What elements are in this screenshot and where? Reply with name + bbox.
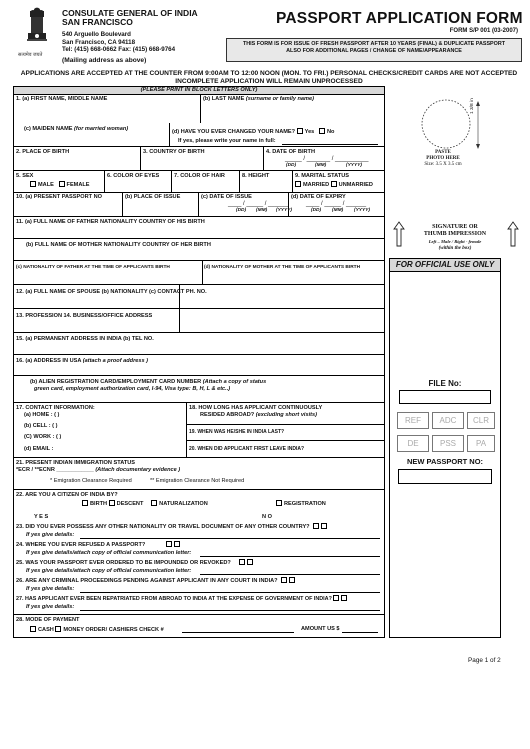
spouse-label: 12. (a) FULL NAME OF SPOUSE (b) NATIONALITY (c) CONTACT PH. NO. (16, 289, 207, 295)
alien-card-hint: green card, employment authorization card, I-94, Visa type: B, H, L & etc..) (34, 386, 231, 392)
q25-details-field[interactable] (200, 574, 380, 575)
amount-field[interactable] (342, 632, 378, 633)
marital-options: MARRIED UNMARRIED (295, 181, 373, 188)
home-phone-label[interactable]: (a) HOME : ( ) (24, 412, 60, 418)
immigration-status-label: 21. PRESENT INDIAN IMMIGRATION STATUS (16, 460, 136, 466)
q24-details-field[interactable] (200, 556, 380, 557)
clr-box[interactable]: CLR (467, 412, 495, 429)
q24-yes-box[interactable] (166, 541, 172, 547)
new-passport-no-label: NEW PASSPORT NO: (406, 457, 484, 466)
eye-color-label: 6. COLOR OF EYES (107, 173, 160, 179)
ref-box[interactable]: REF (397, 412, 429, 429)
q25-yes-box[interactable] (239, 559, 245, 565)
contact-info-label: 17. CONTACT INFORMATION: (16, 405, 95, 411)
q23-no-box[interactable] (321, 523, 327, 529)
q23-details-field[interactable] (80, 538, 380, 539)
q27-details-field[interactable] (80, 610, 380, 611)
emblem-motto: सत्यमेव जयते (18, 52, 43, 58)
male-checkbox[interactable] (30, 181, 36, 187)
ecr-required-note: * Emigration Clearance Required (50, 478, 132, 484)
ecr-label: *ECR / **ECNR ____________ (Attach documentary evidence ) (16, 467, 181, 473)
q24-details-label: If yes give details/attach copy of official communication letter: (26, 550, 192, 556)
dob-mm: (MM) (315, 163, 327, 168)
check-number-field[interactable] (182, 632, 294, 633)
birth-checkbox[interactable] (82, 500, 88, 506)
dob-slashes: _____ / _______ / __________ (285, 156, 369, 162)
place-of-issue-label: (b) PLACE OF ISSUE (125, 194, 181, 200)
doi-mm: (MM) (256, 208, 268, 213)
mailing-note: (Mailing address as above) (62, 57, 147, 64)
file-no-label: FILE No: (428, 379, 462, 388)
form-number: FORM S/P 001 (03-2007) (449, 28, 518, 34)
signature-arrow-right-icon (507, 221, 519, 247)
photo-instructions: PASTE PHOTO HERE Size: 3.5 X 3.5 cm (424, 150, 462, 167)
unmarried-checkbox[interactable] (331, 181, 337, 187)
registration-option: REGISTRATION (276, 500, 326, 507)
permanent-address-label: 15. (a) PERMANENT ADDRESS IN INDIA (b) TEL NO. (16, 336, 154, 342)
last-name-label: (b) LAST NAME (surname or family name) (203, 96, 314, 102)
doe-mm: (MM) (332, 208, 344, 213)
name-changed-yes-checkbox[interactable] (297, 128, 303, 134)
money-order-checkbox[interactable] (55, 626, 61, 632)
form-title: PASSPORT APPLICATION FORM (276, 10, 523, 27)
descent-checkbox[interactable] (109, 500, 115, 506)
profession-label: 13. PROFESSION 14. BUSINESS/OFFICE ADDRESS (16, 313, 153, 319)
signature-arrow-left-icon (393, 221, 405, 247)
form-purpose-note: THIS FORM IS FOR ISSUE OF FRESH PASSPORT AFTER 10 YEARS (FINAL) & DUPLICATE PASSPORT ALSO FOR ADDITIONAL PAGES / CHANGE OF NAME/APPEARANCE (226, 38, 522, 62)
naturalization-checkbox[interactable] (151, 500, 157, 506)
doi-dd: (DD) (236, 208, 247, 213)
pss-box[interactable]: PSS (432, 435, 464, 452)
q23-details-label: If yes give details: (26, 532, 75, 538)
print-instruction: (PLEASE PRINT IN BLOCK LETTERS ONLY) (14, 87, 384, 94)
sex-label: 5. SEX (16, 173, 34, 179)
q27-details-label: If yes give details: (26, 604, 75, 610)
name-change-question: (d) HAVE YOU EVER CHANGED YOUR NAME? Yes No (172, 129, 335, 135)
marital-status-label: 9. MARITAL STATUS (295, 173, 349, 179)
cell-phone-label[interactable]: (b) CELL : ( ) (24, 423, 58, 429)
mother-nationality-label: (d) NATIONALITY OF MOTHER AT THE TIME OF APPLICANTS BIRTH (204, 265, 361, 270)
acceptance-notice: APPLICATIONS ARE ACCEPTED AT THE COUNTER FROM 9:00AM TO 12:00 NOON (MON. TO FRI.) PERSONAL CHECKS/CREDIT CARDS ARE NOT ACCEPTED INCOMPLETE APPLICATION WILL REMAIN UNPROCESSED (20, 70, 518, 85)
q25-no-box[interactable] (247, 559, 253, 565)
q27-yes-box[interactable] (333, 595, 339, 601)
q26-yes-box[interactable] (281, 577, 287, 583)
consulate-address: 540 Arguello Boulevard San Francisco, CA 94118 Tel: (415) 668-0662 Fax: (415) 668-9764 (62, 31, 176, 54)
name-change-full-label: If yes, please write your name in full: (178, 138, 276, 144)
place-of-birth-label: 2. PLACE OF BIRTH (16, 149, 70, 155)
citizen-options: BIRTH DESCENT NATURALIZATION (82, 500, 208, 507)
last-in-india-label: 19. WHEN WAS HE/SHE IN INDIA LAST? (189, 429, 285, 435)
de-box[interactable]: DE (397, 435, 429, 452)
date-of-expiry-label: (d) DATE OF EXPIRY (291, 194, 346, 200)
doi-yyyy: (YYYY) (276, 208, 292, 213)
maiden-name-label: (c) MAIDEN NAME (for married woman) (24, 126, 129, 132)
name-changed-no-checkbox[interactable] (319, 128, 325, 134)
payment-mode-label: 28. MODE OF PAYMENT (16, 617, 80, 623)
height-label: 8. HEIGHT (242, 173, 270, 179)
mother-name-label: (b) FULL NAME OF MOTHER NATIONALITY COUNTRY OF HER BIRTH (26, 242, 211, 248)
sex-options: MALE FEMALE (30, 181, 90, 188)
dob-dd: (DD) (286, 163, 297, 168)
father-nationality-label: (c) NATIONALITY OF FATHER AT THE TIME OF APPLICANTS BIRTH (16, 265, 170, 270)
alien-card-label: (b) ALIEN REGISTRATION CARD/EMPLOYMENT CARD NUMBER (Attach a copy of status (30, 379, 267, 385)
date-of-issue-label: (c) DATE OF ISSUE (201, 194, 252, 200)
q27-no-box[interactable] (341, 595, 347, 601)
q23-yes-box[interactable] (313, 523, 319, 529)
name-change-full-field[interactable] (282, 144, 378, 145)
payment-options: CASH MONEY ORDER/ CASHIERS CHECK # (30, 626, 164, 633)
national-emblem-icon (22, 7, 52, 49)
page-number: Page 1 of 2 (468, 657, 501, 664)
citizen-by-label: 22. ARE YOU A CITIZEN OF INDIA BY? (16, 492, 118, 498)
email-label[interactable]: (d) EMAIL : (24, 446, 54, 452)
doe-slashes: ____ / _____ / ______ (306, 201, 367, 207)
resided-abroad-label: 18. HOW LONG HAS APPLICANT CONTINUOUSLY (189, 405, 323, 411)
pa-box[interactable]: PA (467, 435, 495, 452)
repatriated-question: 27. HAS APPLICANT EVER BEEN REPATRIATED FROM ABROAD TO INDIA AT THE EXPENSE OF GOVERNMENT OF INDIA? (16, 595, 349, 602)
yes-column-header: Y E S (34, 514, 49, 520)
work-phone-label[interactable]: (C) WORK : ( ) (24, 434, 62, 440)
registration-checkbox[interactable] (276, 500, 282, 506)
adc-box[interactable]: ADC (432, 412, 464, 429)
consulate-name: CONSULATE GENERAL OF INDIA SAN FRANCISCO (62, 8, 198, 27)
cash-checkbox[interactable] (30, 626, 36, 632)
first-left-india-label: 20. WHEN DID APPLICANT FIRST LEAVE INDIA? (189, 446, 305, 452)
country-of-birth-label: 3. COUNTRY OF BIRTH (143, 149, 205, 155)
impounded-question: 25. WAS YOUR PASSPORT EVER ORDERED TO BE IMPOUNDED OR REVOKED? (16, 559, 255, 566)
married-checkbox[interactable] (295, 181, 301, 187)
date-of-birth-label: 4. DATE OF BIRTH (266, 149, 315, 155)
passport-no-label: 10. (a) PRESENT PASSPORT NO (16, 194, 102, 200)
female-checkbox[interactable] (59, 181, 65, 187)
ecnr-note: ** Emigration Clearance Not Required (150, 478, 245, 484)
dob-yyyy: (YYYY) (346, 163, 362, 168)
us-address-label: 16. (a) ADDRESS IN USA (attach a proof address ) (16, 358, 149, 364)
doe-yyyy: (YYYY) (354, 208, 370, 213)
hair-color-label: 7. COLOR OF HAIR (174, 173, 225, 179)
amount-label: AMOUNT US $ (301, 626, 340, 632)
doe-dd: (DD) (311, 208, 322, 213)
q24-no-box[interactable] (174, 541, 180, 547)
father-name-label: 11. (a) FULL NAME OF FATHER NATIONALITY COUNTRY OF HIS BIRTH (16, 219, 205, 225)
signature-instructions: SIGNATURE OR THUMB IMPRESSION Left – Male / Right - female (within the box) (423, 224, 487, 251)
other-nationality-question: 23. DID YOU EVER POSSESS ANY OTHER NATIONALITY OR TRAVEL DOCUMENT OF ANY OTHER COUNTRY? (16, 523, 329, 530)
q26-details-label: If yes give details: (26, 586, 75, 592)
q26-no-box[interactable] (289, 577, 295, 583)
first-name-label: 1. (a) FIRST NAME, MIDDLE NAME (16, 96, 108, 102)
official-use-title: FOR OFFICIAL USE ONLY (390, 259, 500, 271)
no-column-header: N O (262, 514, 272, 520)
photo-dimension: 1 3/8 in (470, 98, 475, 114)
resided-abroad-label-2: RESIDED ABROAD? (excluding short visits) (200, 412, 317, 418)
criminal-proceedings-question: 26. ARE ANY CRIMINAL PROCEEDINGS PENDING AGAINST APPLICANT IN ANY COURT IN INDIA? (16, 577, 297, 584)
doi-slashes: ____ / _____ / ______ (228, 201, 289, 207)
new-passport-no-field[interactable] (398, 469, 492, 484)
refused-passport-question: 24. WHERE YOU EVER REFUSED A PASSPORT? (16, 541, 182, 548)
q26-details-field[interactable] (80, 592, 380, 593)
q25-details-label: If yes give details/attach copy of official communication letter: (26, 568, 192, 574)
file-no-field[interactable] (399, 390, 491, 404)
